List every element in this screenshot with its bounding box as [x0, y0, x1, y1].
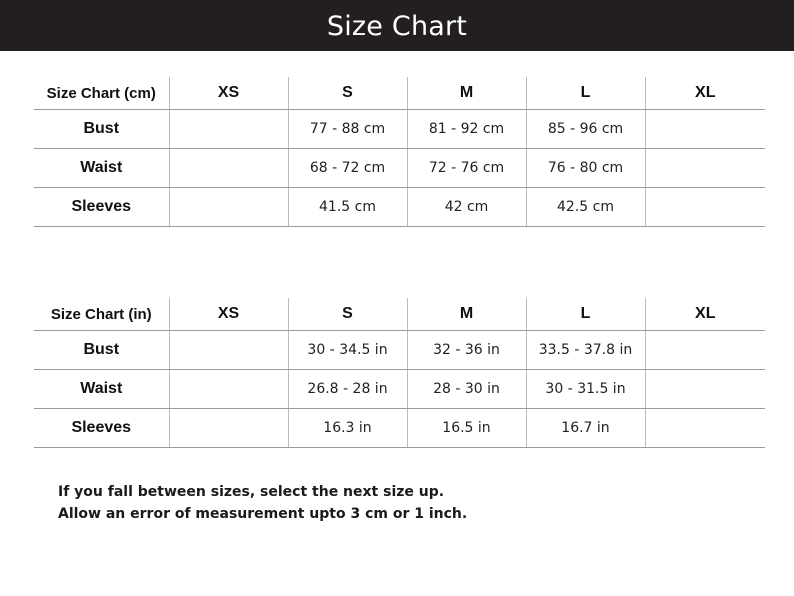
cell-bust-l: 33.5 - 37.8 in [526, 331, 645, 370]
note-between-sizes: If you fall between sizes, select the next size up. [58, 484, 445, 500]
table-row [34, 149, 765, 188]
row-label-waist: Waist [34, 370, 169, 409]
size-chart-cm-table [34, 77, 765, 227]
cell-sleeves-s: 41.5 cm [288, 188, 407, 227]
table-row [34, 188, 765, 227]
size-header-l: L [526, 77, 645, 110]
row-label-sleeves: Sleeves [34, 409, 169, 448]
cell-bust-xl [645, 110, 765, 149]
cell-sleeves-m: 42 cm [407, 188, 526, 227]
size-header-s: S [288, 298, 407, 331]
cell-bust-xs [169, 331, 288, 370]
cell-sleeves-xs [169, 409, 288, 448]
size-header-s: S [288, 77, 407, 110]
size-header-xs: XS [169, 77, 288, 110]
page-title: Size Chart [326, 10, 468, 42]
size-header-xl: XL [645, 298, 765, 331]
cell-sleeves-m: 16.5 in [407, 409, 526, 448]
cell-bust-xl [645, 331, 765, 370]
sizing-notes [58, 481, 467, 525]
row-label-bust: Bust [34, 110, 169, 149]
table-header-row [34, 298, 765, 331]
table-title-in: Size Chart (in) [34, 298, 169, 331]
cell-waist-xl [645, 149, 765, 188]
size-chart-in-table [34, 298, 765, 448]
size-header-m: M [407, 77, 526, 110]
row-label-waist: Waist [34, 149, 169, 188]
cell-sleeves-s: 16.3 in [288, 409, 407, 448]
cell-waist-m: 72 - 76 cm [407, 149, 526, 188]
cell-sleeves-xl [645, 188, 765, 227]
size-header-xl: XL [645, 77, 765, 110]
size-header-l: L [526, 298, 645, 331]
table-row [34, 409, 765, 448]
table-row [34, 331, 765, 370]
cell-sleeves-l: 42.5 cm [526, 188, 645, 227]
cell-waist-l: 30 - 31.5 in [526, 370, 645, 409]
cell-waist-xs [169, 370, 288, 409]
cell-waist-xs [169, 149, 288, 188]
cell-bust-s: 77 - 88 cm [288, 110, 407, 149]
header-bar [0, 0, 794, 51]
cell-bust-xs [169, 110, 288, 149]
cell-sleeves-xs [169, 188, 288, 227]
cell-waist-l: 76 - 80 cm [526, 149, 645, 188]
table-header-row [34, 77, 765, 110]
cell-sleeves-l: 16.7 in [526, 409, 645, 448]
row-label-bust: Bust [34, 331, 169, 370]
cell-bust-m: 81 - 92 cm [407, 110, 526, 149]
cell-sleeves-xl [645, 409, 765, 448]
cell-bust-s: 30 - 34.5 in [288, 331, 407, 370]
cell-waist-s: 68 - 72 cm [288, 149, 407, 188]
table-row [34, 370, 765, 409]
size-header-m: M [407, 298, 526, 331]
table-row [34, 110, 765, 149]
size-header-xs: XS [169, 298, 288, 331]
cell-waist-s: 26.8 - 28 in [288, 370, 407, 409]
note-measurement-error: Allow an error of measurement upto 3 cm or 1 inch. [58, 506, 468, 522]
cell-waist-xl [645, 370, 765, 409]
cell-bust-m: 32 - 36 in [407, 331, 526, 370]
table-title-cm: Size Chart (cm) [34, 77, 169, 110]
cell-bust-l: 85 - 96 cm [526, 110, 645, 149]
row-label-sleeves: Sleeves [34, 188, 169, 227]
cell-waist-m: 28 - 30 in [407, 370, 526, 409]
